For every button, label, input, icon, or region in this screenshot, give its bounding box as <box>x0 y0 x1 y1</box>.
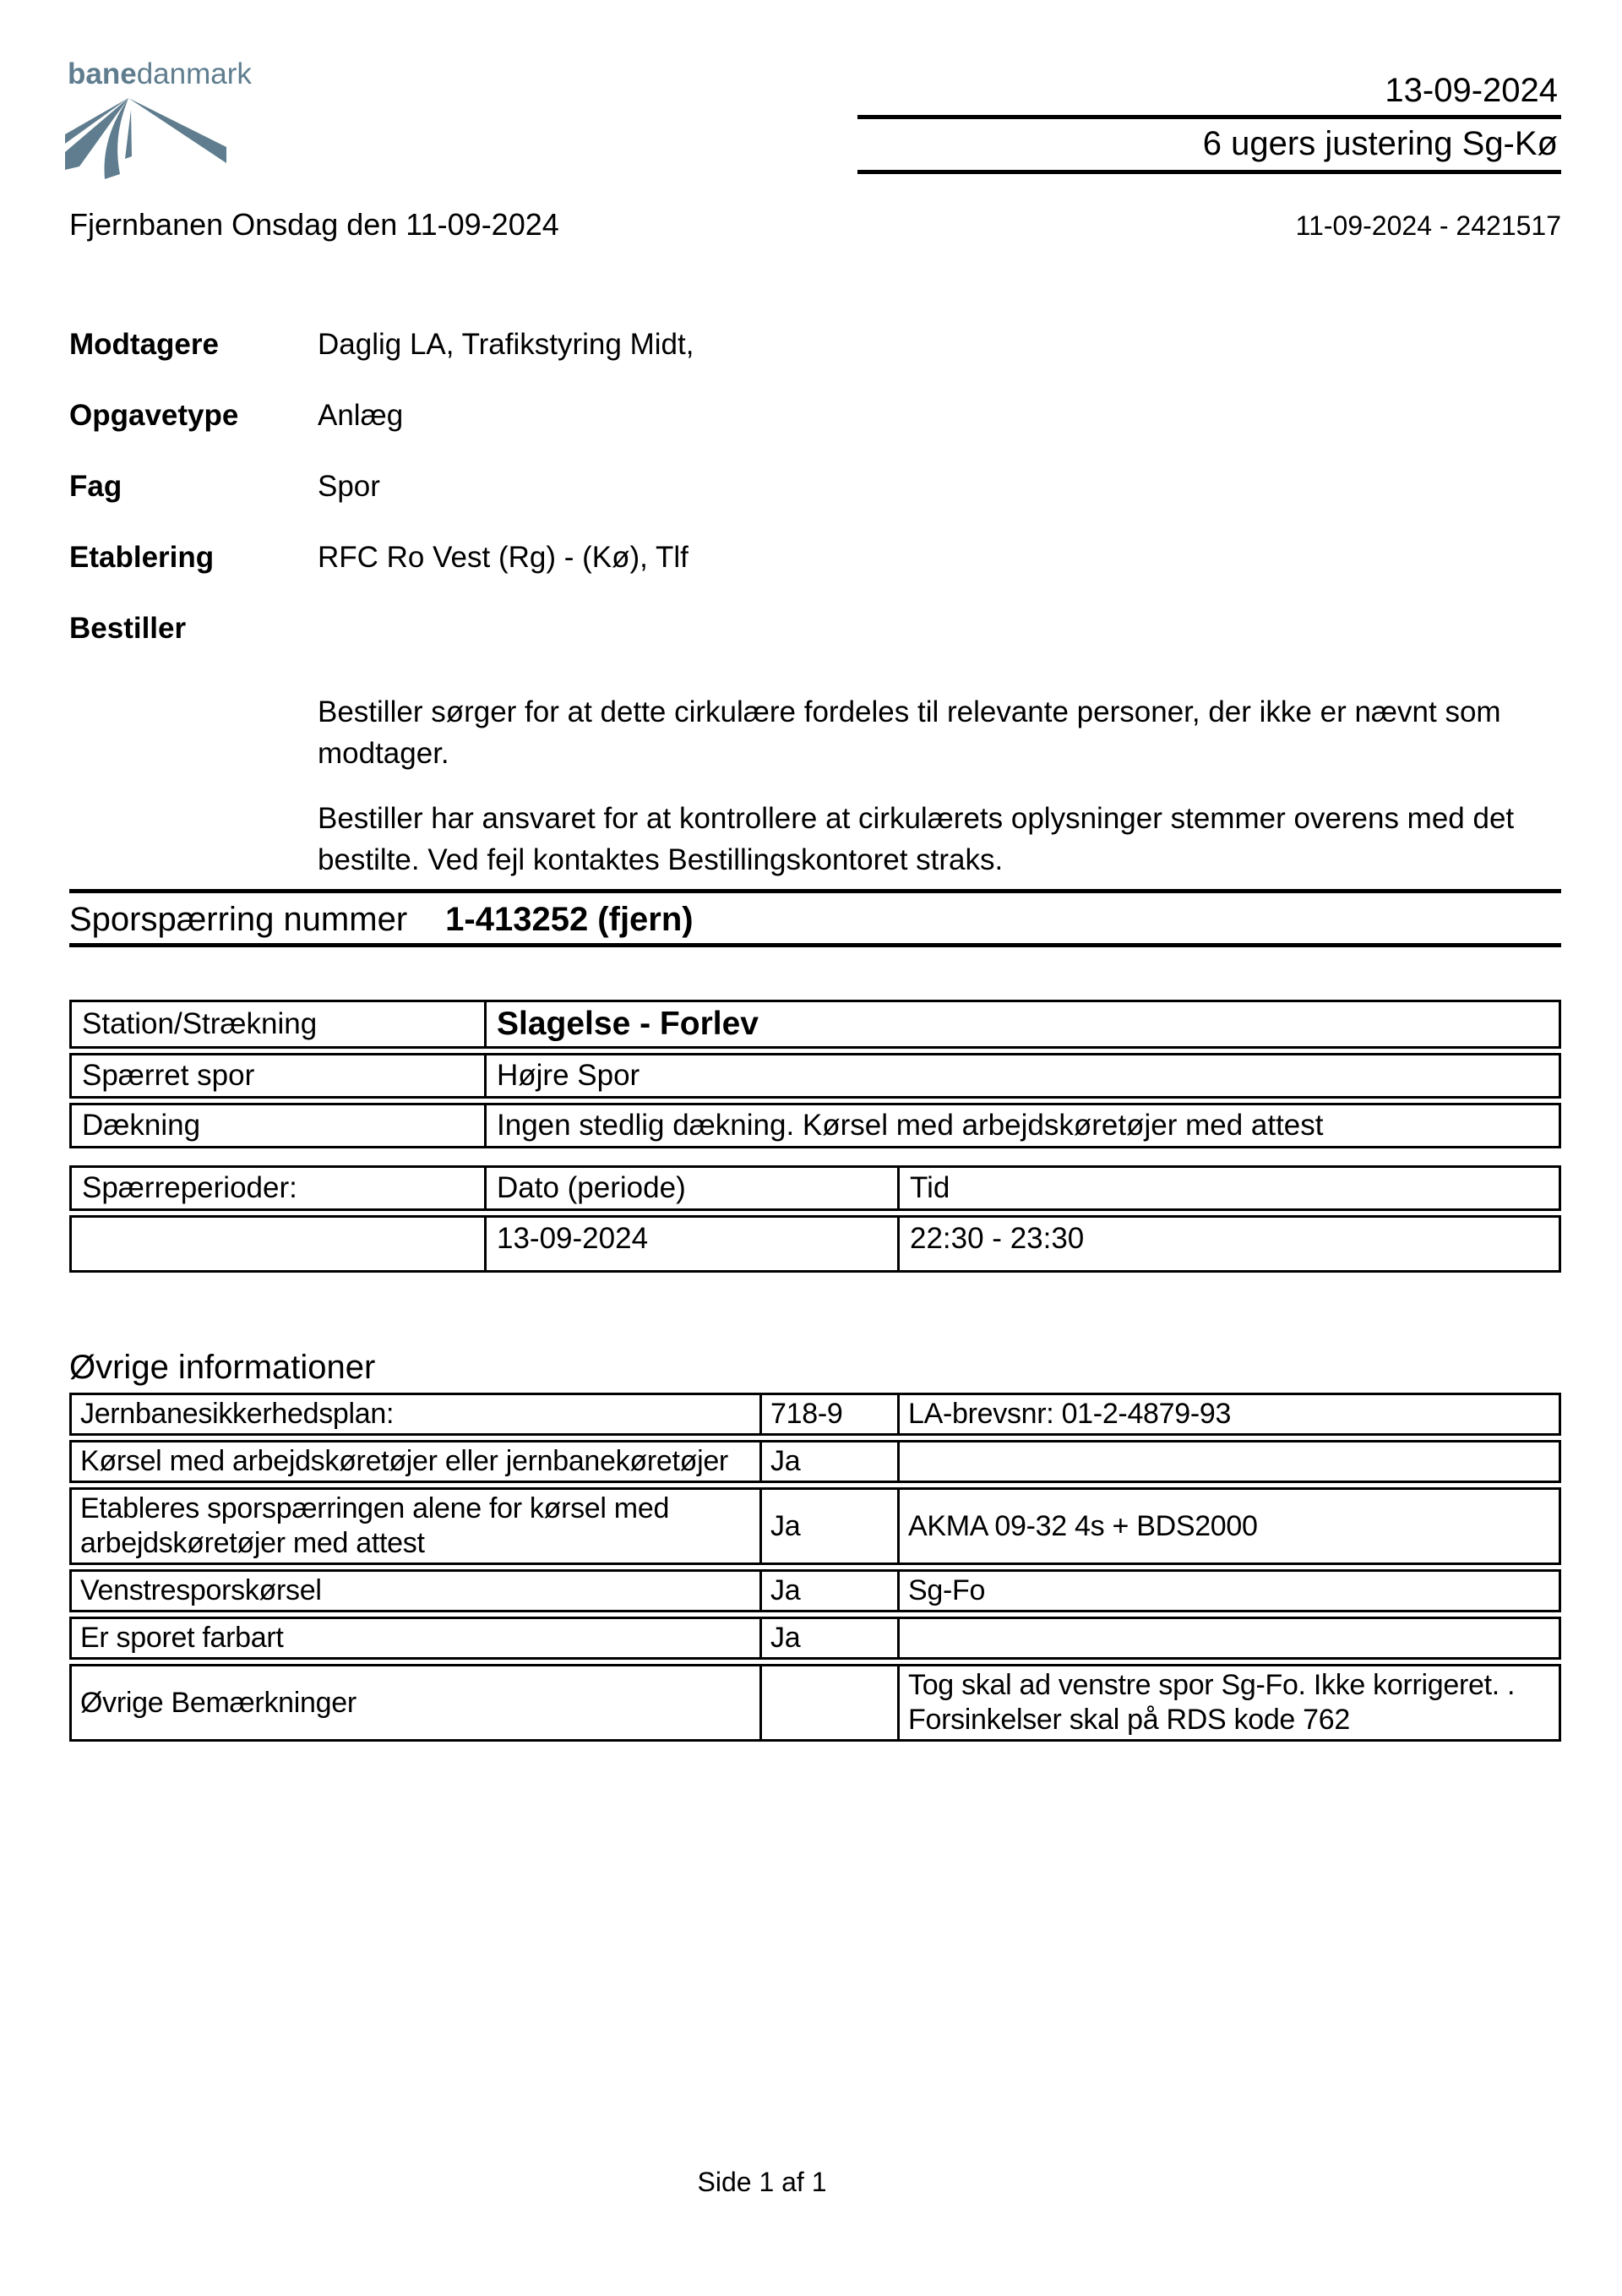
bestiller-notes <box>318 691 1563 881</box>
table-row <box>69 1487 1561 1565</box>
table-row <box>69 1053 1561 1099</box>
table-cell-label: Jernbanesikkerhedsplan: <box>80 1398 395 1430</box>
table-cell-value: Ingen stedlig dækning. Kørsel med arbejdskøretøjer med attest <box>484 1105 1559 1146</box>
table-row <box>69 1215 1561 1273</box>
section-title: Sporspærring nummer <box>69 901 408 938</box>
header-date: 13-09-2024 <box>1385 72 1558 109</box>
field-row-fag <box>69 468 1561 505</box>
field-value: Spor <box>318 470 380 503</box>
station-table <box>69 1000 1561 1148</box>
field-value: RFC Ro Vest (Rg) - (Kø), Tlf <box>318 541 689 574</box>
table-row <box>69 1664 1561 1742</box>
section-heading-sporspaerring <box>69 889 1561 947</box>
field-label: Fag <box>69 470 122 503</box>
field-value: Anlæg <box>318 399 404 432</box>
document-reference: 11-09-2024 - 2421517 <box>1295 210 1561 241</box>
table-cell-header: Spærreperioder: <box>82 1171 297 1204</box>
table-cell-remark: Sg-Fo <box>897 1572 1559 1610</box>
table-cell-remark <box>897 1442 1559 1481</box>
field-row-etablering <box>69 539 1561 576</box>
table-cell-remark: Tog skal ad venstre spor Sg-Fo. Ikke korrigeret. . Forsinkelser skal på RDS kode 762 <box>897 1666 1559 1739</box>
table-cell-label: Spærret spor <box>82 1059 255 1092</box>
info-row <box>69 207 1561 243</box>
table-row <box>69 1569 1561 1612</box>
field-label: Bestiller <box>69 612 187 645</box>
railway-tracks-icon <box>65 96 226 181</box>
field-label: Modtagere <box>69 328 219 361</box>
other-info-title: Øvrige informationer <box>69 1349 376 1386</box>
table-cell-remark: LA-brevsnr: 01-2-4879-93 <box>897 1395 1559 1433</box>
table-cell-label: Er sporet farbart <box>80 1622 284 1654</box>
table-cell-remark <box>897 1619 1559 1657</box>
field-value <box>318 610 1561 647</box>
field-row-opgavetype <box>69 397 1561 434</box>
period-table <box>69 1165 1561 1273</box>
table-cell-value: 718-9 <box>759 1395 897 1433</box>
table-cell-value: Ja <box>759 1619 897 1657</box>
table-cell-label: Station/Strækning <box>82 1007 318 1040</box>
table-row <box>69 1440 1561 1483</box>
field-label: Etablering <box>69 541 215 574</box>
header-subtitle: 6 ugers justering Sg-Kø <box>1202 125 1558 162</box>
logo-text-bane: bane <box>68 57 137 90</box>
table-cell-label: Etableres sporspærringen alene for kørsel med arbejdskøretøjer med attest <box>80 1492 670 1559</box>
banedanmark-logo <box>68 59 252 181</box>
table-cell <box>72 1218 484 1270</box>
table-row <box>69 1393 1561 1436</box>
note-paragraph: Bestiller har ansvaret for at kontrollere at cirkulærets oplysninger stemmer overens med det bestilte. Ved fejl kontaktes Bestillingskontoret straks. <box>318 802 1515 876</box>
header-divider-bottom <box>857 170 1561 174</box>
table-cell-time: 22:30 - 23:30 <box>897 1218 1559 1270</box>
table-cell-value: Ja <box>759 1442 897 1481</box>
table-cell-label: Dækning <box>82 1109 201 1142</box>
table-cell-value: Slagelse - Forlev <box>484 1002 1559 1046</box>
recipient-fields <box>69 326 1561 681</box>
field-label: Opgavetype <box>69 399 239 432</box>
logo-text-danmark: danmark <box>136 57 252 90</box>
section-number: 1-413252 (fjern) <box>445 901 694 938</box>
note-paragraph: Bestiller sørger for at dette cirkulære fordeles til relevante personer, der ikke er nævnt som modtager. <box>318 695 1501 770</box>
field-value: Daglig LA, Trafikstyring Midt, <box>318 328 694 361</box>
table-row <box>69 1617 1561 1660</box>
table-cell-label: Øvrige Bemærkninger <box>80 1686 357 1719</box>
table-header-row <box>69 1165 1561 1211</box>
table-cell-value: Ja <box>759 1490 897 1562</box>
field-row-bestiller <box>69 610 1561 647</box>
table-cell-value: Højre Spor <box>484 1055 1559 1096</box>
table-cell-label: Kørsel med arbejdskøretøjer eller jernbanekøretøjer <box>80 1445 728 1477</box>
table-cell-header: Tid <box>897 1168 1559 1208</box>
header-right <box>857 71 1561 174</box>
other-info-table <box>69 1393 1561 1742</box>
field-row-modtagere <box>69 326 1561 363</box>
table-cell-header: Dato (periode) <box>484 1168 897 1208</box>
page-number: Side 1 af 1 <box>697 2167 827 2197</box>
table-row <box>69 1000 1561 1049</box>
banedanmark-wordmark <box>68 59 252 90</box>
table-cell-remark: AKMA 09-32 4s + BDS2000 <box>897 1490 1559 1562</box>
table-cell-date: 13-09-2024 <box>484 1218 897 1270</box>
table-cell-label: Venstresporskørsel <box>80 1574 322 1606</box>
table-row <box>69 1103 1561 1148</box>
document-title: Fjernbanen Onsdag den 11-09-2024 <box>69 207 559 242</box>
table-cell-value <box>759 1666 897 1739</box>
table-cell-value: Ja <box>759 1572 897 1610</box>
